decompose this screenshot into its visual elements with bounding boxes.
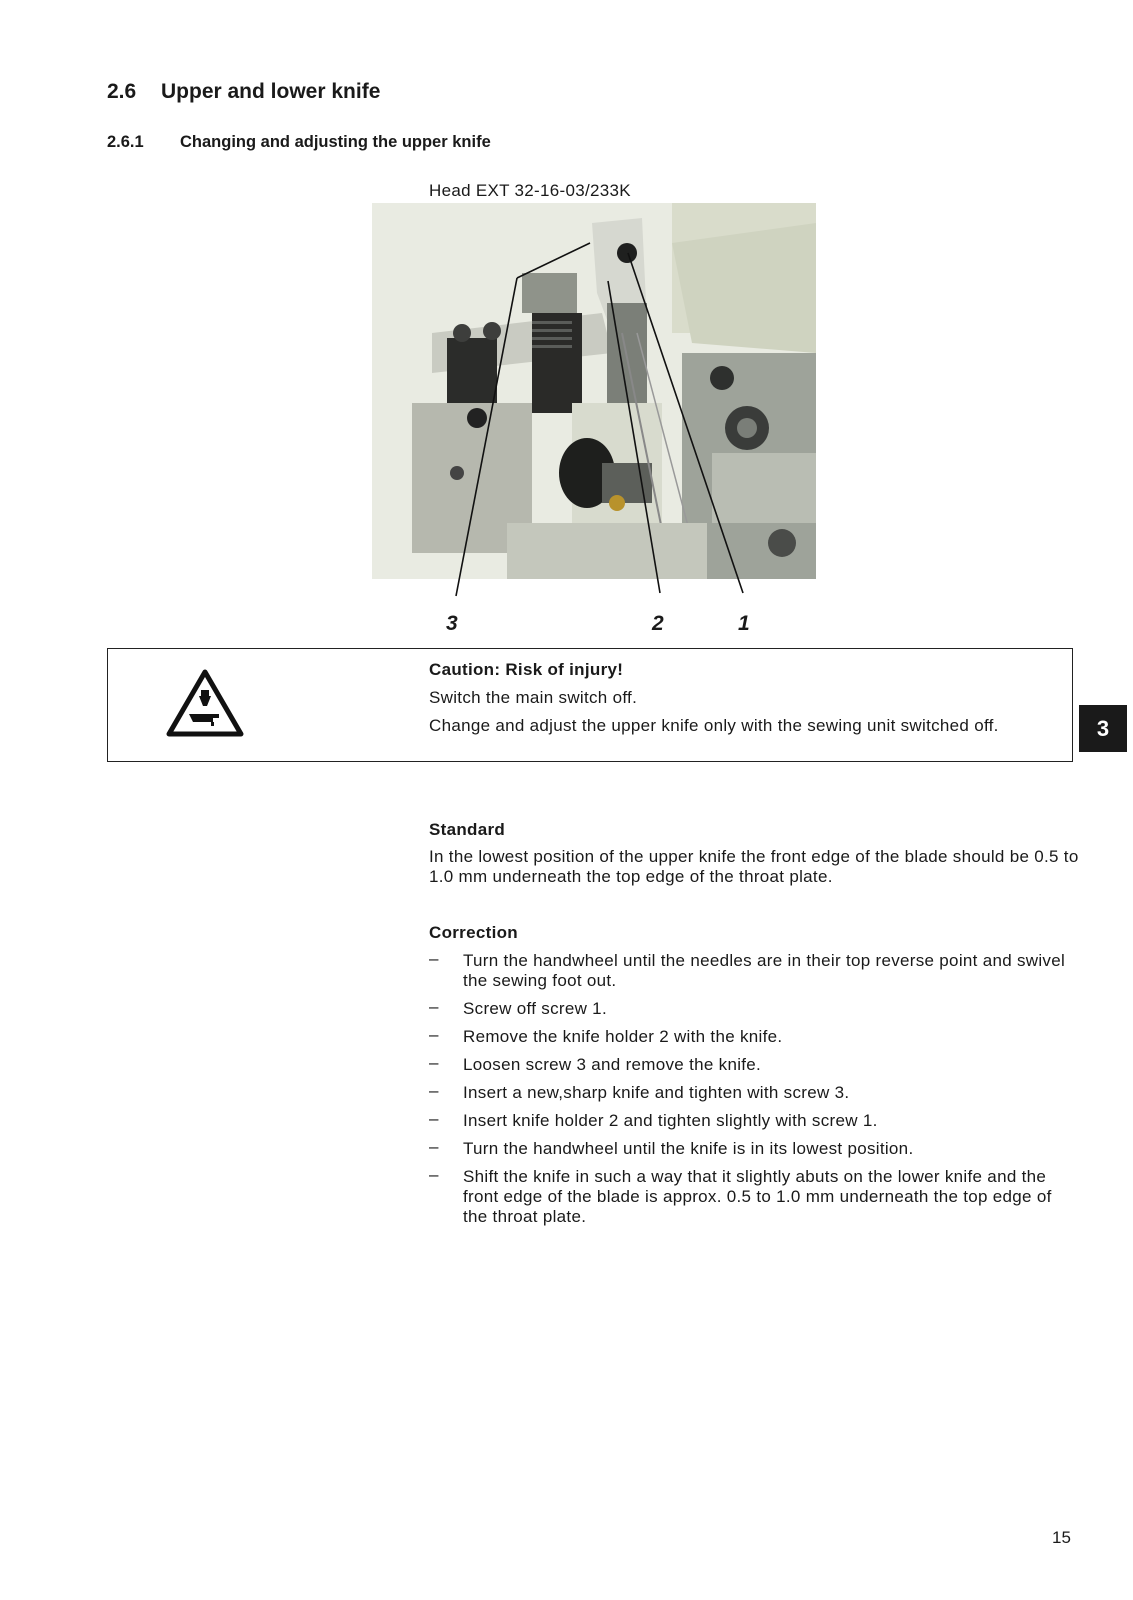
list-item (429, 1083, 1079, 1103)
section-number: 2.6 (107, 80, 137, 103)
dash-marker: – (429, 1025, 439, 1044)
callout-leader-lines (372, 203, 816, 603)
step-text: Loosen screw 3 and remove the knife. (463, 1055, 762, 1074)
figure-caption: Head EXT 32-16-03/233K (429, 181, 631, 200)
subsection-heading (107, 133, 491, 152)
caution-line-2: Change and adjust the upper knife only with the sewing unit switched off. (429, 716, 999, 735)
caution-title: Caution: Risk of injury! (429, 660, 624, 679)
correction-label: Correction (429, 923, 518, 942)
section-title: Upper and lower knife (161, 80, 381, 103)
dash-marker: – (429, 1109, 439, 1128)
step-text: Remove the knife holder 2 with the knife. (463, 1027, 783, 1046)
step-text: Turn the handwheel until the knife is in its lowest position. (463, 1139, 914, 1158)
list-item (429, 1027, 1079, 1047)
standard-text: In the lowest position of the upper knife the front edge of the blade should be 0.5 to 1.0 mm underneath the top edge of the throat plate. (429, 847, 1079, 886)
dash-marker: – (429, 1165, 439, 1184)
section-heading (107, 80, 380, 104)
step-text: Turn the handwheel until the needles are in their top reverse point and swivel the sewing foot out. (463, 951, 1066, 990)
list-item (429, 1167, 1079, 1227)
dash-marker: – (429, 997, 439, 1016)
dash-marker: – (429, 1053, 439, 1072)
dash-marker: – (429, 1137, 439, 1156)
subsection-title: Changing and adjusting the upper knife (180, 133, 491, 151)
caution-line-1: Switch the main switch off. (429, 688, 638, 707)
callout-1: 1 (738, 612, 750, 635)
dash-marker: – (429, 1081, 439, 1100)
step-text: Insert knife holder 2 and tighten slightly with screw 1. (463, 1111, 878, 1130)
standard-label: Standard (429, 820, 506, 839)
list-item (429, 1139, 1079, 1159)
callout-2: 2 (652, 612, 664, 635)
page-number: 15 (1052, 1528, 1071, 1547)
step-text: Shift the knife in such a way that it slightly abuts on the lower knife and the front edge of the blade is approx. 0.5 to 1.0 mm underneath the top edge of the throat plate. (463, 1167, 1052, 1226)
chapter-tab: 3 (1079, 705, 1127, 752)
subsection-number: 2.6.1 (107, 133, 144, 151)
list-item (429, 1055, 1079, 1075)
list-item (429, 951, 1079, 991)
correction-steps (429, 951, 1079, 1235)
list-item (429, 999, 1079, 1019)
step-text: Insert a new,sharp knife and tighten with screw 3. (463, 1083, 850, 1102)
hand-injury-warning-icon (165, 668, 245, 738)
step-text: Screw off screw 1. (463, 999, 607, 1018)
dash-marker: – (429, 949, 439, 968)
callout-3: 3 (446, 612, 458, 635)
list-item (429, 1111, 1079, 1131)
